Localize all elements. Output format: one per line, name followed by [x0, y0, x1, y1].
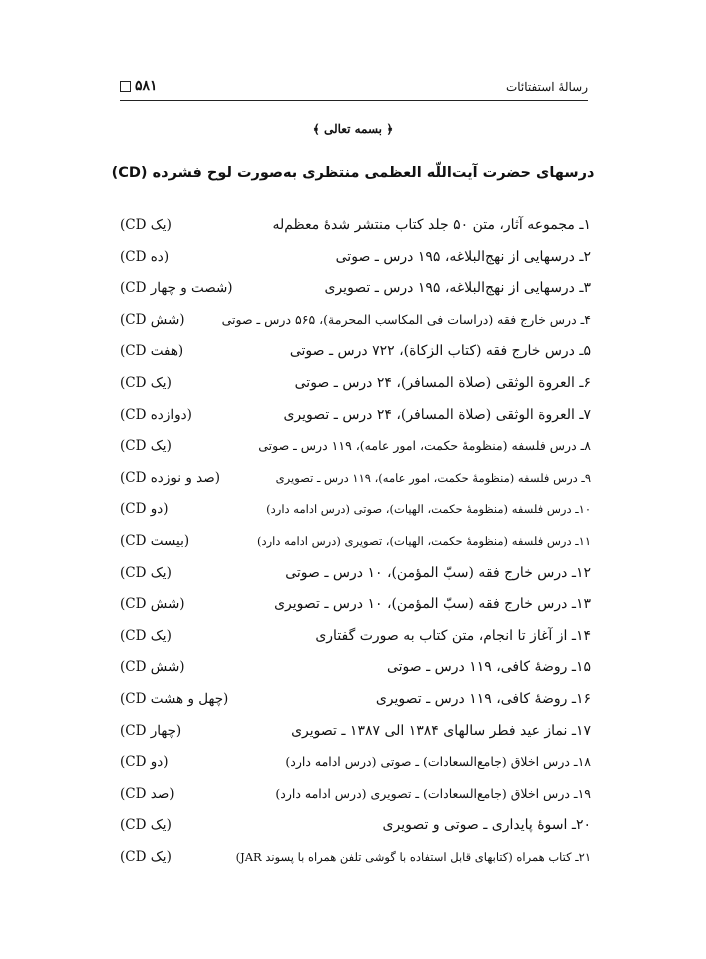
square-box-icon	[120, 81, 131, 92]
item-description: ۱۹ـ درس اخلاق (جامع‌السعادات) ـ تصویری (درس ادامه دارد)	[275, 785, 591, 801]
page-header	[120, 78, 588, 101]
page-number: ۵۸۱	[135, 78, 158, 94]
item-cd-count: (شش CD)	[120, 659, 185, 676]
item-cd-count: (صد CD)	[120, 785, 175, 802]
item-cd-count: (دو CD)	[120, 754, 169, 771]
item-cd-count: (یک CD)	[120, 817, 172, 834]
item-description: ۶ـ العروة الوثقی (صلاة المسافر)، ۲۴ درس ـ صوتی	[294, 374, 591, 391]
list-item	[120, 214, 591, 246]
list-item	[120, 435, 591, 467]
list-item	[120, 720, 591, 752]
item-description: ۱۳ـ درس خارج فقه (سبّ المؤمن)، ۱۰ درس ـ تصویری	[274, 596, 591, 613]
item-cd-count: (یک CD)	[120, 564, 172, 581]
list-item	[120, 625, 591, 657]
list-item	[120, 593, 591, 625]
list-item	[120, 404, 591, 436]
item-cd-count: (صد و نوزده CD)	[120, 469, 220, 486]
page-number-group	[120, 78, 158, 94]
item-description: ۲ـ درسهایی از نهج‌البلاغه، ۱۹۵ درس ـ صوتی	[335, 248, 591, 265]
item-cd-count: (ده CD)	[120, 248, 170, 265]
item-cd-count: (شصت و چهار CD)	[120, 280, 233, 297]
item-cd-count: (چهار CD)	[120, 722, 182, 739]
item-description: ۱۱ـ درس فلسفه (منظومهٔ حکمت، الهیات)، تصویری (درس ادامه دارد)	[257, 533, 591, 548]
list-item	[120, 246, 591, 278]
item-cd-count: (شش CD)	[120, 311, 185, 328]
basmala: ﴿ بسمه تعالی ﴾	[312, 122, 394, 136]
list-item	[120, 277, 591, 309]
item-description: ۱۰ـ درس فلسفه (منظومهٔ حکمت، الهیات)، صوتی (درس ادامه دارد)	[266, 502, 591, 517]
item-description: ۱ـ مجموعه آثار، متن ۵۰ جلد کتاب منتشر شدهٔ معظم‌له	[272, 217, 591, 233]
list-item	[120, 467, 591, 499]
item-cd-count: (چهل و هشت CD)	[120, 690, 229, 707]
list-item	[120, 530, 591, 562]
item-cd-count: (بیست CD)	[120, 532, 190, 549]
list-item	[120, 814, 591, 846]
item-cd-count: (یک CD)	[120, 438, 172, 455]
item-description: ۳ـ درسهایی از نهج‌البلاغه، ۱۹۵ درس ـ تصویری	[324, 280, 591, 297]
list-item	[120, 498, 591, 530]
item-description: ۱۷ـ نماز عید فطر سالهای ۱۳۸۴ الی ۱۳۸۷ ـ تصویری	[291, 722, 591, 739]
list-item	[120, 372, 591, 404]
item-description: ۱۶ـ روضهٔ کافی، ۱۱۹ درس ـ تصویری	[375, 690, 591, 707]
list-item	[120, 751, 591, 783]
item-cd-count: (هفت CD)	[120, 343, 184, 360]
item-description: ۴ـ درس خارج فقه (دراسات فی المکاسب المحرمة)، ۵۶۵ درس ـ صوتی	[221, 311, 591, 327]
list-item	[120, 783, 591, 815]
list-item	[120, 688, 591, 720]
list-item	[120, 846, 591, 878]
item-description: ۸ـ درس فلسفه (منظومهٔ حکمت، امور عامه)، ۱۱۹ درس ـ صوتی	[258, 438, 591, 454]
list-item	[120, 340, 591, 372]
item-cd-count: (یک CD)	[120, 848, 172, 865]
item-description: ۷ـ العروة الوثقی (صلاة المسافر)، ۲۴ درس ـ تصویری	[283, 406, 591, 423]
list-item	[120, 309, 591, 341]
item-description: ۱۸ـ درس اخلاق (جامع‌السعادات) ـ صوتی (درس ادامه دارد)	[285, 754, 591, 770]
running-title: رسالهٔ استفتائات	[505, 80, 588, 94]
item-cd-count: (یک CD)	[120, 217, 172, 233]
cd-list	[120, 214, 591, 877]
item-cd-count: (یک CD)	[120, 374, 172, 391]
list-item	[120, 656, 591, 688]
item-description: ۹ـ درس فلسفه (منظومهٔ حکمت، امور عامه)، ۱۱۹ درس ـ تصویری	[275, 470, 591, 485]
item-description: ۲۰ـ اسوهٔ پایداری ـ صوتی و تصویری	[382, 817, 591, 834]
item-cd-count: (دوازده CD)	[120, 406, 192, 423]
page-title: درسهای حضرت آیت‌اللّه العظمی منتظری به‌صورت لوح فشرده (CD)	[111, 165, 595, 181]
item-cd-count: (دو CD)	[120, 501, 169, 518]
item-description: ۱۵ـ روضهٔ کافی، ۱۱۹ درس ـ صوتی	[386, 659, 591, 676]
item-cd-count: (شش CD)	[120, 596, 185, 613]
item-cd-count: (یک CD)	[120, 627, 172, 644]
list-item	[120, 562, 591, 594]
item-description: ۱۴ـ از آغاز تا انجام، متن کتاب به صورت گفتاری	[315, 627, 591, 644]
item-description: ۲۱ـ کتاب همراه (کتابهای قابل استفاده با گوشی تلفن همراه با پسوند JAR)	[235, 849, 591, 864]
item-description: ۵ـ درس خارج فقه (کتاب الزکاة)، ۷۲۲ درس ـ صوتی	[289, 343, 591, 360]
item-description: ۱۲ـ درس خارج فقه (سبّ المؤمن)، ۱۰ درس ـ صوتی	[285, 564, 591, 581]
